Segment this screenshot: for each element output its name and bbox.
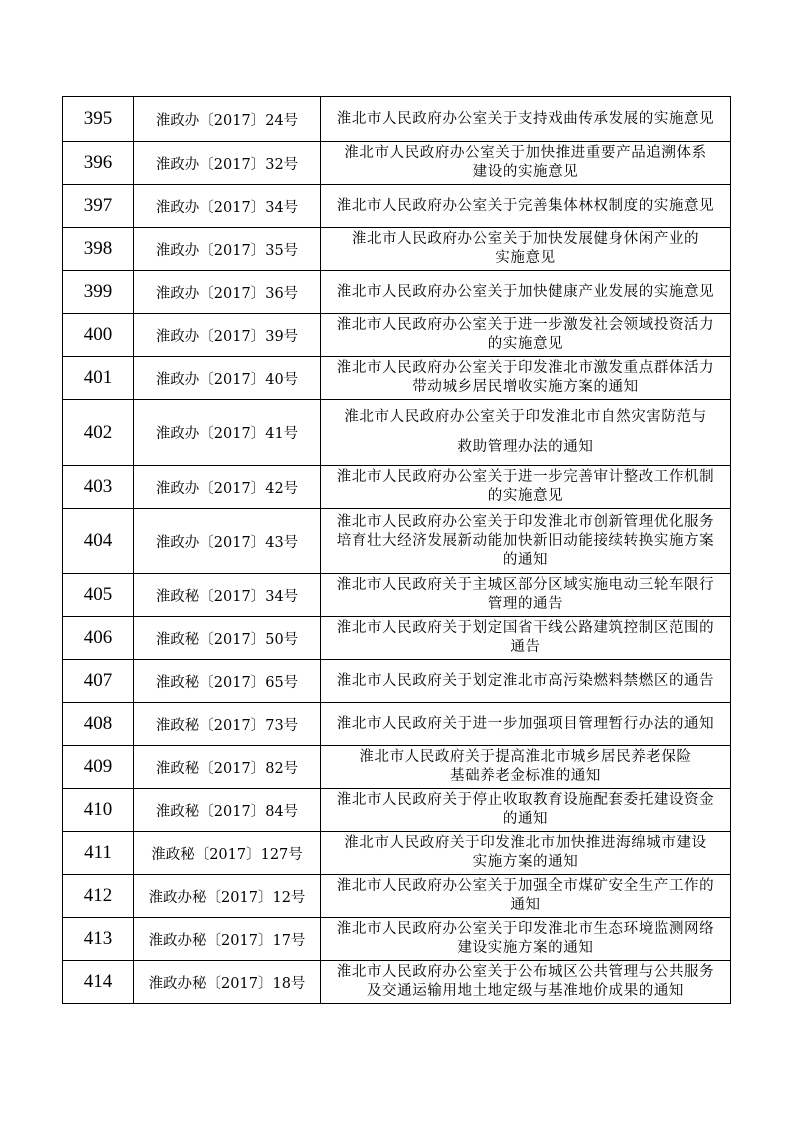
document-title-line: 淮北市人民政府办公室关于公布城区公共管理与公共服务 [336, 964, 715, 980]
row-number: 413 [63, 918, 134, 961]
table-row [63, 97, 731, 142]
document-title [321, 97, 731, 142]
row-number: 401 [63, 357, 134, 400]
table-row [63, 703, 731, 746]
document-title [321, 918, 731, 961]
row-number: 400 [63, 314, 134, 357]
document-title-line: 培育壮大经济发展新动能加快新旧动能接续转换实施方案 [336, 532, 715, 549]
document-title-line: 基础养老金标准的通知 [450, 768, 601, 784]
document-title-line: 淮北市人民政府办公室关于印发淮北市生态环境监测网络 [336, 921, 715, 937]
table-row [63, 509, 731, 574]
document-title [321, 142, 731, 185]
table-row [63, 660, 731, 703]
document-code: 淮政秘〔2017〕34号 [134, 574, 321, 617]
document-title [321, 466, 731, 509]
table-row [63, 789, 731, 832]
document-table [62, 96, 731, 1004]
document-title-line: 实施意见 [495, 250, 556, 266]
document-title-line: 的通知 [502, 811, 549, 827]
document-code: 淮政秘〔2017〕50号 [134, 617, 321, 660]
document-title [321, 400, 731, 466]
table-body [63, 97, 731, 1004]
document-code: 淮政办〔2017〕34号 [134, 185, 321, 228]
document-title-line: 淮北市人民政府关于划定国省干线公路建筑控制区范围的 [336, 620, 715, 636]
document-title-line: 淮北市人民政府办公室关于进一步完善审计整改工作机制 [336, 469, 715, 485]
table-row [63, 875, 731, 918]
row-number: 403 [63, 466, 134, 509]
table-row [63, 185, 731, 228]
document-title [321, 703, 731, 746]
document-title [321, 314, 731, 357]
document-title-line: 淮北市人民政府关于划定淮北市高污染燃料禁燃区的通告 [336, 672, 715, 689]
document-title-line: 淮北市人民政府关于印发淮北市加快推进海绵城市建设 [344, 835, 707, 851]
row-number: 412 [63, 875, 134, 918]
document-code: 淮政办〔2017〕39号 [134, 314, 321, 357]
document-title-line: 淮北市人民政府关于进一步加强项目管理暂行办法的通知 [336, 715, 715, 732]
row-number: 408 [63, 703, 134, 746]
document-title-line: 淮北市人民政府办公室关于加强全市煤矿安全生产工作的 [336, 878, 715, 894]
document-title-line: 淮北市人民政府关于停止收取教育设施配套委托建设资金 [336, 792, 715, 808]
row-number: 398 [63, 228, 134, 271]
row-number: 411 [63, 832, 134, 875]
document-title-line: 带动城乡居民增收实施方案的通知 [412, 379, 639, 395]
row-number: 407 [63, 660, 134, 703]
row-number: 396 [63, 142, 134, 185]
document-code: 淮政秘〔2017〕65号 [134, 660, 321, 703]
document-title [321, 574, 731, 617]
document-title-line: 实施方案的通知 [472, 854, 579, 870]
document-title [321, 228, 731, 271]
table-row [63, 574, 731, 617]
document-title-line: 淮北市人民政府办公室关于加快健康产业发展的实施意见 [336, 283, 715, 300]
table-row [63, 271, 731, 314]
table-row [63, 617, 731, 660]
row-number: 404 [63, 509, 134, 574]
document-title-line: 淮北市人民政府办公室关于完善集体林权制度的实施意见 [336, 197, 715, 214]
document-code: 淮政办秘〔2017〕17号 [134, 918, 321, 961]
table-row [63, 746, 731, 789]
row-number: 405 [63, 574, 134, 617]
document-title [321, 875, 731, 918]
document-title-line: 淮北市人民政府关于主城区部分区域实施电动三轮车限行 [336, 577, 715, 593]
document-code: 淮政办秘〔2017〕12号 [134, 875, 321, 918]
document-title-line: 淮北市人民政府关于提高淮北市城乡居民养老保险 [359, 749, 692, 765]
document-title [321, 746, 731, 789]
document-title [321, 509, 731, 574]
table-row [63, 142, 731, 185]
document-code: 淮政办〔2017〕41号 [134, 400, 321, 466]
document-title-line: 及交通运输用地土地定级与基准地价成果的通知 [366, 983, 685, 999]
table-row [63, 400, 731, 466]
document-title-line: 淮北市人民政府办公室关于支持戏曲传承发展的实施意见 [336, 110, 715, 127]
document-code: 淮政秘〔2017〕82号 [134, 746, 321, 789]
document-title-line: 建设的实施意见 [472, 164, 579, 180]
table-row [63, 918, 731, 961]
document-code: 淮政秘〔2017〕127号 [134, 832, 321, 875]
document-title-line: 通知 [510, 897, 541, 913]
document-code: 淮政办〔2017〕24号 [134, 97, 321, 142]
row-number: 397 [63, 185, 134, 228]
document-title-line: 淮北市人民政府办公室关于印发淮北市自然灾害防范与 [344, 409, 707, 425]
document-code: 淮政办〔2017〕40号 [134, 357, 321, 400]
document-title [321, 961, 731, 1004]
row-number: 402 [63, 400, 134, 466]
document-code: 淮政办〔2017〕43号 [134, 509, 321, 574]
document-title-line: 淮北市人民政府办公室关于印发淮北市创新管理优化服务 [336, 513, 715, 530]
document-code: 淮政秘〔2017〕84号 [134, 789, 321, 832]
document-title [321, 617, 731, 660]
document-code: 淮政秘〔2017〕73号 [134, 703, 321, 746]
row-number: 414 [63, 961, 134, 1004]
table-row [63, 466, 731, 509]
document-title [321, 271, 731, 314]
row-number: 406 [63, 617, 134, 660]
document-title-line: 的通知 [502, 551, 549, 568]
row-number: 409 [63, 746, 134, 789]
document-title-line: 建设实施方案的通知 [457, 940, 594, 956]
document-code: 淮政办〔2017〕35号 [134, 228, 321, 271]
table-row [63, 832, 731, 875]
table-row [63, 228, 731, 271]
row-number: 395 [63, 97, 134, 142]
document-title [321, 185, 731, 228]
document-title [321, 789, 731, 832]
document-code: 淮政办〔2017〕42号 [134, 466, 321, 509]
row-number: 410 [63, 789, 134, 832]
document-title-line: 的实施意见 [487, 336, 564, 352]
document-title-line: 的实施意见 [487, 488, 564, 504]
document-code: 淮政办秘〔2017〕18号 [134, 961, 321, 1004]
document-title-line: 淮北市人民政府办公室关于加快发展健身休闲产业的 [351, 231, 700, 247]
document-title [321, 832, 731, 875]
document-code: 淮政办〔2017〕32号 [134, 142, 321, 185]
document-title-line: 管理的通告 [487, 596, 564, 612]
document-title [321, 660, 731, 703]
table-row [63, 961, 731, 1004]
document-title-line: 淮北市人民政府办公室关于进一步激发社会领域投资活力 [336, 317, 715, 333]
row-number: 399 [63, 271, 134, 314]
document-title-line: 淮北市人民政府办公室关于加快推进重要产品追溯体系 [344, 145, 707, 161]
document-title [321, 357, 731, 400]
table-row [63, 357, 731, 400]
table-row [63, 314, 731, 357]
document-code: 淮政办〔2017〕36号 [134, 271, 321, 314]
document-title-line: 救助管理办法的通知 [457, 439, 594, 455]
document-title-line: 淮北市人民政府办公室关于印发淮北市激发重点群体活力 [336, 360, 715, 376]
document-title-line: 通告 [510, 639, 541, 655]
